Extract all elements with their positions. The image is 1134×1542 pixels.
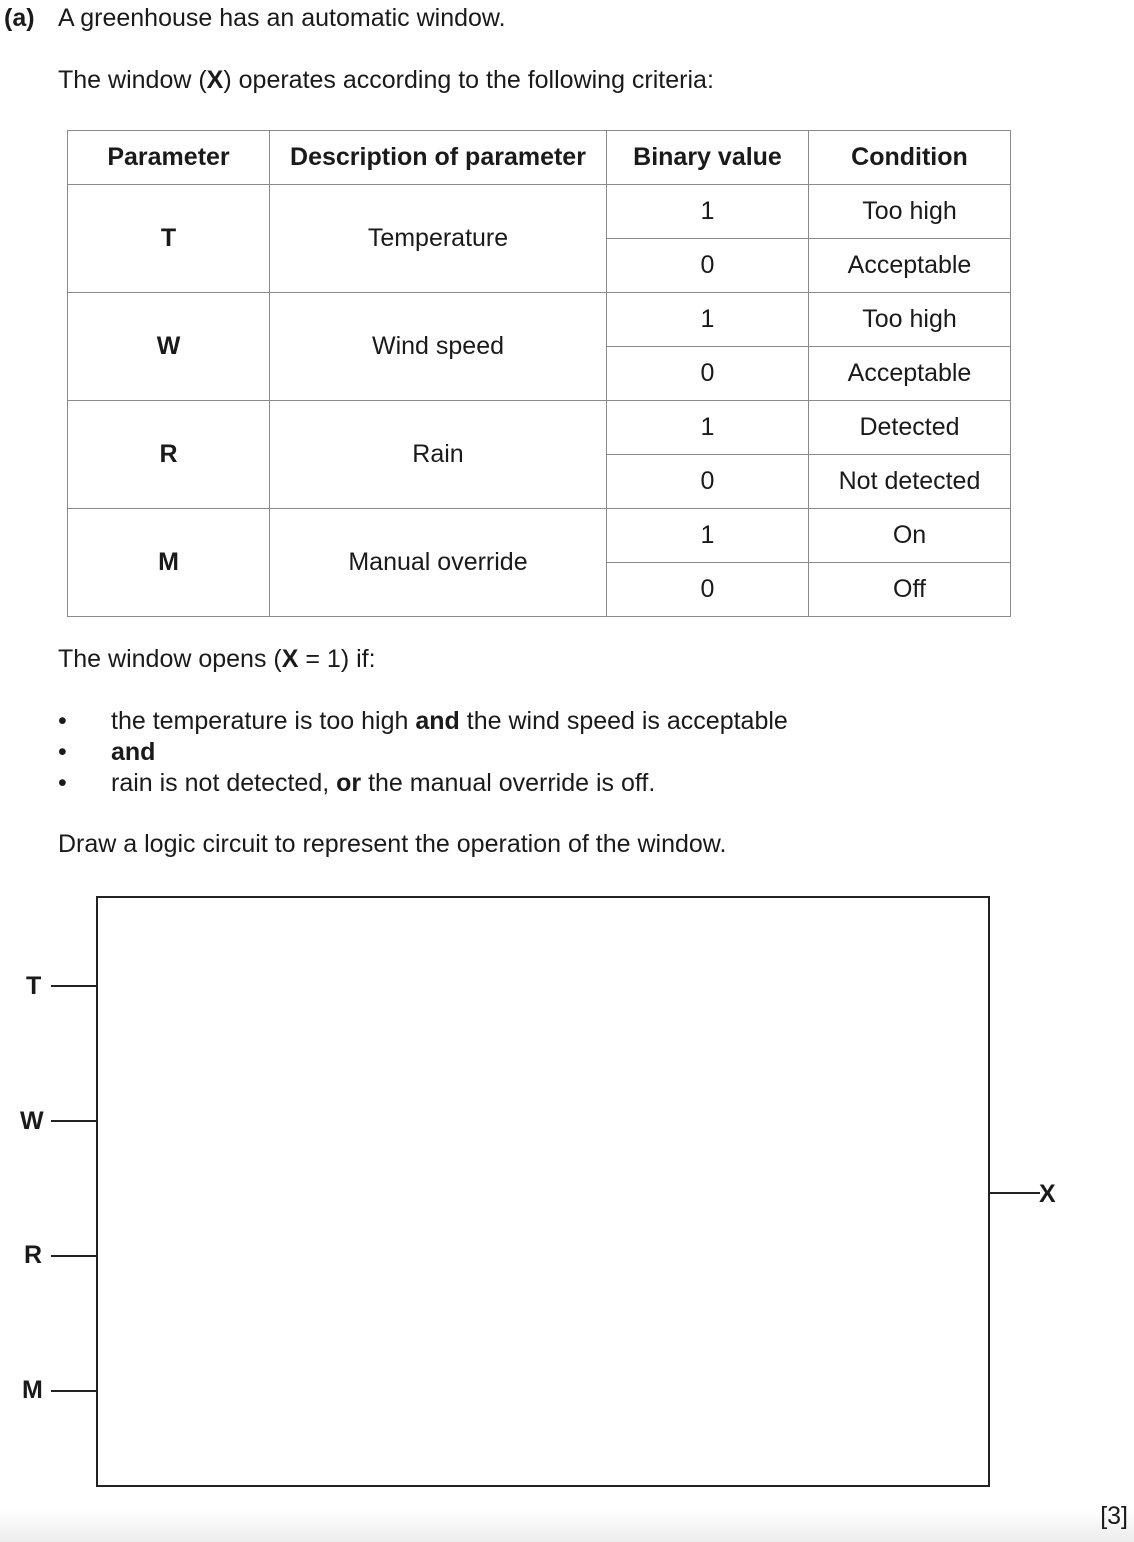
window-opens-text: The window opens (X = 1) if: xyxy=(58,645,376,673)
condition-cell: Detected xyxy=(809,401,1011,455)
circuit-drawing-area[interactable] xyxy=(96,896,990,1487)
input-label-t: T xyxy=(26,972,42,1000)
input-line-m xyxy=(51,1390,97,1392)
description-cell: Manual override xyxy=(270,509,607,617)
condition-cell: Acceptable xyxy=(809,347,1011,401)
header-parameter: Parameter xyxy=(68,131,270,185)
criteria-intro: The window (X) operates according to the following criteria: xyxy=(58,66,714,94)
instruction-text: Draw a logic circuit to represent the operation of the window. xyxy=(58,830,727,858)
bullet-icon: • xyxy=(58,707,67,735)
criteria-table xyxy=(67,130,1011,617)
input-label-m: M xyxy=(22,1376,43,1404)
binary-value-cell: 1 xyxy=(607,401,809,455)
param-cell: R xyxy=(68,401,270,509)
bullet-icon: • xyxy=(58,769,67,797)
header-description: Description of parameter xyxy=(270,131,607,185)
condition-cell: Acceptable xyxy=(809,239,1011,293)
header-condition: Condition xyxy=(809,131,1011,185)
binary-value-cell: 0 xyxy=(607,455,809,509)
condition-cell: Off xyxy=(809,563,1011,617)
bullet-text: rain is not detected, or the manual override is off. xyxy=(111,769,656,797)
table-row xyxy=(68,185,1011,239)
input-label-r: R xyxy=(24,1241,43,1269)
header-binary-value: Binary value xyxy=(607,131,809,185)
binary-value-cell: 1 xyxy=(607,185,809,239)
binary-value-cell: 0 xyxy=(607,239,809,293)
table-row xyxy=(68,401,1011,455)
binary-value-cell: 0 xyxy=(607,563,809,617)
binary-value-cell: 1 xyxy=(607,509,809,563)
bullet-text: the temperature is too high and the wind speed is acceptable xyxy=(111,707,788,735)
binary-value-cell: 1 xyxy=(607,293,809,347)
param-cell: M xyxy=(68,509,270,617)
question-title: A greenhouse has an automatic window. xyxy=(58,4,506,32)
binary-value-cell: 0 xyxy=(607,347,809,401)
condition-cell: Too high xyxy=(809,185,1011,239)
condition-cell: Not detected xyxy=(809,455,1011,509)
input-label-w: W xyxy=(20,1107,44,1135)
table-row xyxy=(68,509,1011,563)
input-line-t xyxy=(51,985,97,987)
output-label-x: X xyxy=(1039,1180,1056,1208)
input-line-w xyxy=(51,1120,97,1122)
description-cell: Rain xyxy=(270,401,607,509)
table-header-row xyxy=(68,131,1011,185)
marks-label: [3] xyxy=(1100,1502,1128,1530)
description-cell: Temperature xyxy=(270,185,607,293)
table-row xyxy=(68,293,1011,347)
input-line-r xyxy=(51,1255,97,1257)
condition-cell: On xyxy=(809,509,1011,563)
param-cell: W xyxy=(68,293,270,401)
condition-cell: Too high xyxy=(809,293,1011,347)
output-line-x xyxy=(990,1192,1040,1194)
param-cell: T xyxy=(68,185,270,293)
page-bottom-shade xyxy=(0,1510,1134,1542)
bullet-text: and xyxy=(111,738,156,766)
question-label: (a) xyxy=(4,4,35,32)
bullet-icon: • xyxy=(58,738,67,766)
description-cell: Wind speed xyxy=(270,293,607,401)
